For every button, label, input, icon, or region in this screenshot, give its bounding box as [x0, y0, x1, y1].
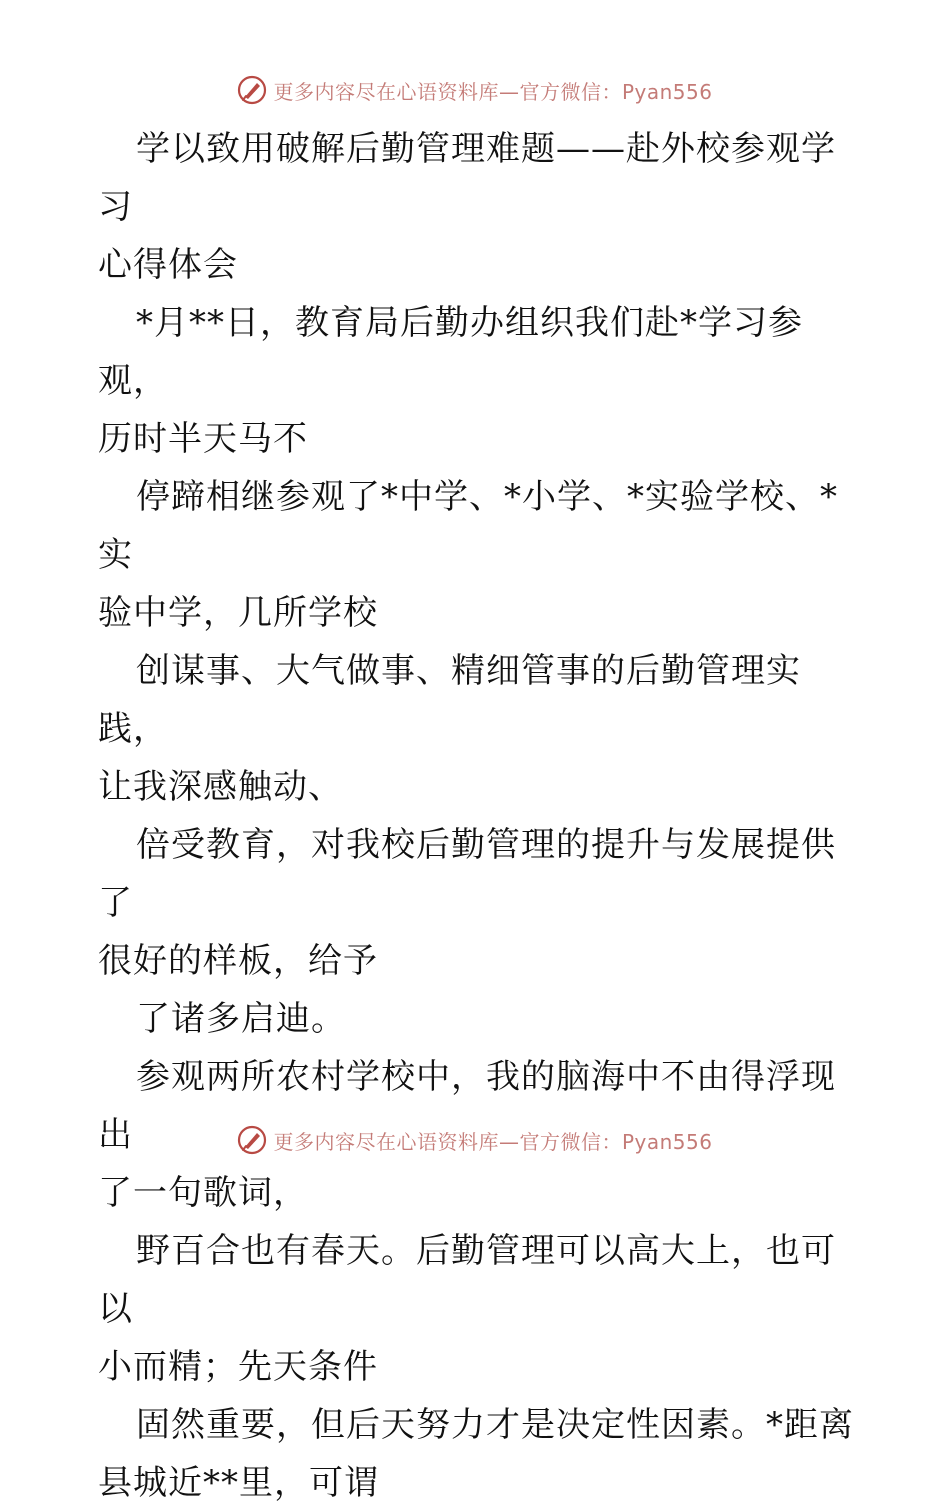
text-line: 野百合也有春天。后勤管理可以高大上，也可以 [98, 1231, 836, 1329]
text-line: *月**日，教育局后勤办组织我们赴*学习参观， [98, 303, 803, 401]
text-line: 学以致用破解后勤管理难题——赴外校参观学习 [98, 129, 836, 227]
text-line: 心得体会 [98, 245, 238, 285]
quill-pen-logo-icon [237, 75, 267, 105]
text-line: 历时半天马不 [98, 419, 308, 459]
text-line: 了一句歌词， [98, 1173, 308, 1213]
text-line: 参观两所农村学校中，我的脑海中不由得浮现出 [98, 1057, 836, 1155]
text-line: 固然重要，但后天努力才是决定性因素。*距离 [136, 1405, 854, 1445]
footer-watermark [0, 1120, 950, 1160]
text-line: 停蹄相继参观了*中学、*小学、*实验学校、*实 [98, 477, 838, 575]
text-line: 让我深感触动、 [98, 767, 343, 807]
text-line: 小而精；先天条件 [98, 1347, 378, 1387]
header-watermark [0, 70, 950, 110]
header-watermark-text: 更多内容尽在心语资料库—官方微信：Pyan556 [273, 79, 713, 104]
text-line: 很好的样板，给予 [98, 941, 378, 981]
text-line: 验中学，几所学校 [98, 593, 378, 633]
text-line: 创谋事、大气做事、精细管事的后勤管理实践， [98, 651, 801, 749]
text-line: 倍受教育，对我校后勤管理的提升与发展提供了 [98, 825, 836, 923]
text-line: 了诸多启迪。 [136, 999, 346, 1039]
text-line: 县城近**里，可谓 [98, 1463, 379, 1503]
document-body [98, 120, 858, 1512]
quill-pen-logo-icon [237, 1125, 267, 1155]
footer-watermark-text: 更多内容尽在心语资料库—官方微信：Pyan556 [273, 1129, 713, 1154]
